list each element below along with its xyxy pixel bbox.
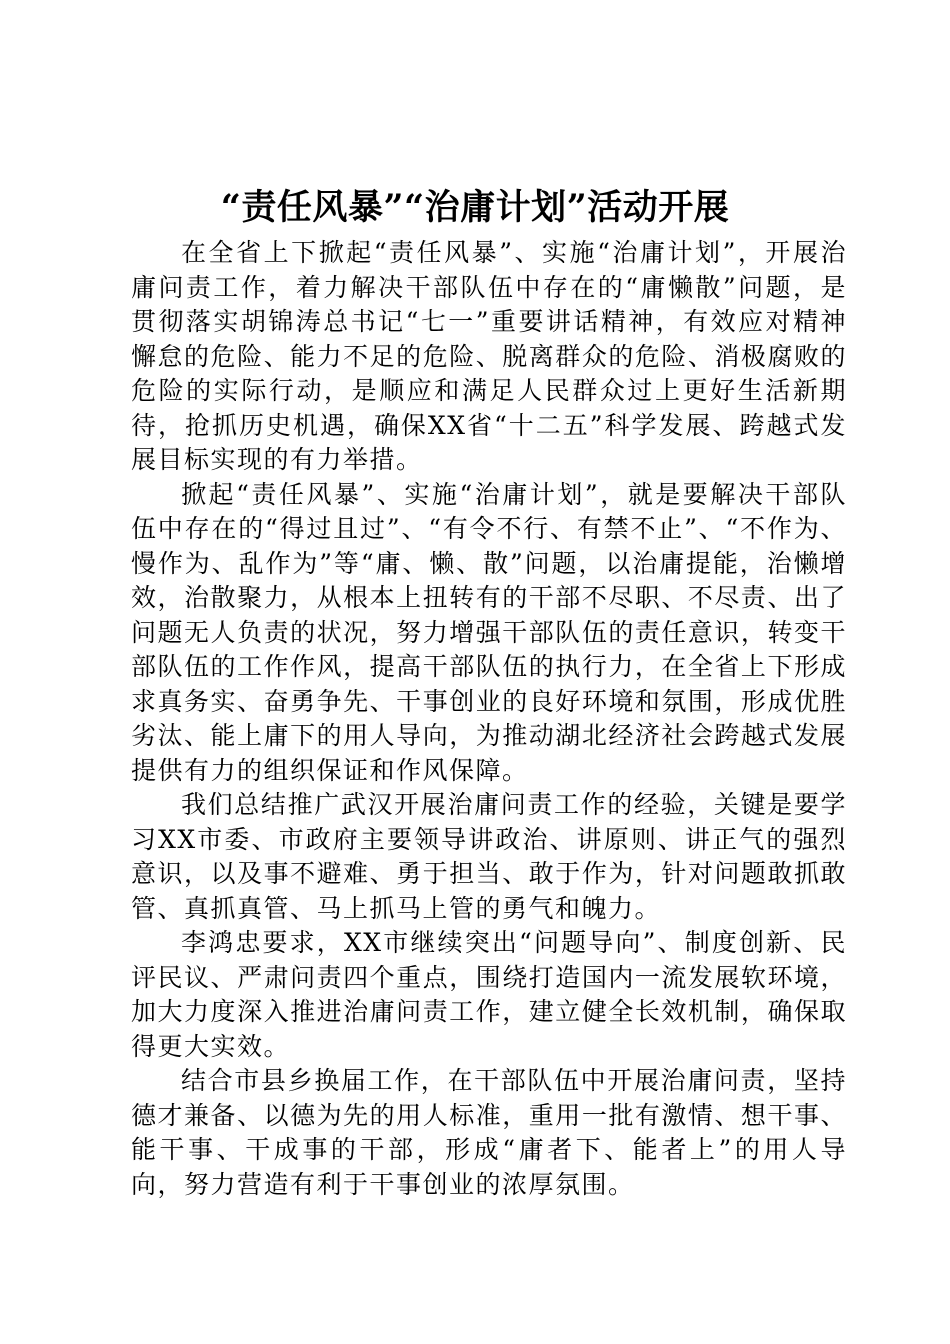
document-title: “责任风暴”“治庸计划”活动开展	[220, 187, 730, 228]
paragraph-4: 李鸿忠要求，XX市继续突出“问题导向”、制度创新、民评民议、严肃问责四个重点，围绕打造国内一流发展软环境，加大力度深入推进治庸问责工作，建立健全长效机制，确保取得更大实效。	[131, 928, 847, 1061]
paragraph-1: 在全省上下掀起“责任风暴”、实施“治庸计划”，开展治庸问责工作，着力解决干部队伍中存在的“庸懒散”问题，是贯彻落实胡锦涛总书记“七一”重要讲话精神，有效应对精神懈怠的危险、能力不足的危险、脱离群众的危险、消极腐败的危险的实际行动，是顺应和满足人民群众过上更好生活新期待，抢抓历史机遇，确保XX省“十二五”科学发展、跨越式发展目标实现的有力举措。	[131, 238, 847, 474]
document-body	[131, 236, 847, 1202]
paragraph-3: 我们总结推广武汉开展治庸问责工作的经验，关键是要学习XX市委、市政府主要领导讲政治、讲原则、讲正气的强烈意识，以及事不避难、勇于担当、敢于作为，针对问题敢抓敢管、真抓真管、马上抓马上管的勇气和魄力。	[131, 790, 847, 923]
paragraph-5: 结合市县乡换届工作，在干部队伍中开展治庸问责，坚持德才兼备、以德为先的用人标准，重用一批有激情、想干事、能干事、干成事的干部，形成“庸者下、能者上”的用人导向，努力营造有利于干事创业的浓厚氛围。	[131, 1066, 847, 1199]
paragraph-2: 掀起“责任风暴”、实施“治庸计划”，就是要解决干部队伍中存在的“得过且过”、“有令不行、有禁不止”、“不作为、慢作为、乱作为”等“庸、懒、散”问题，以治庸提能，治懒增效，治散聚力，从根本上扭转有的干部不尽职、不尽责、出了问题无人负责的状况，努力增强干部队伍的责任意识，转变干部队伍的工作作风，提高干部队伍的执行力，在全省上下形成求真务实、奋勇争先、干事创业的良好环境和氛围，形成优胜劣汰、能上庸下的用人导向，为推动湖北经济社会跨越式发展提供有力的组织保证和作风保障。	[131, 479, 847, 785]
